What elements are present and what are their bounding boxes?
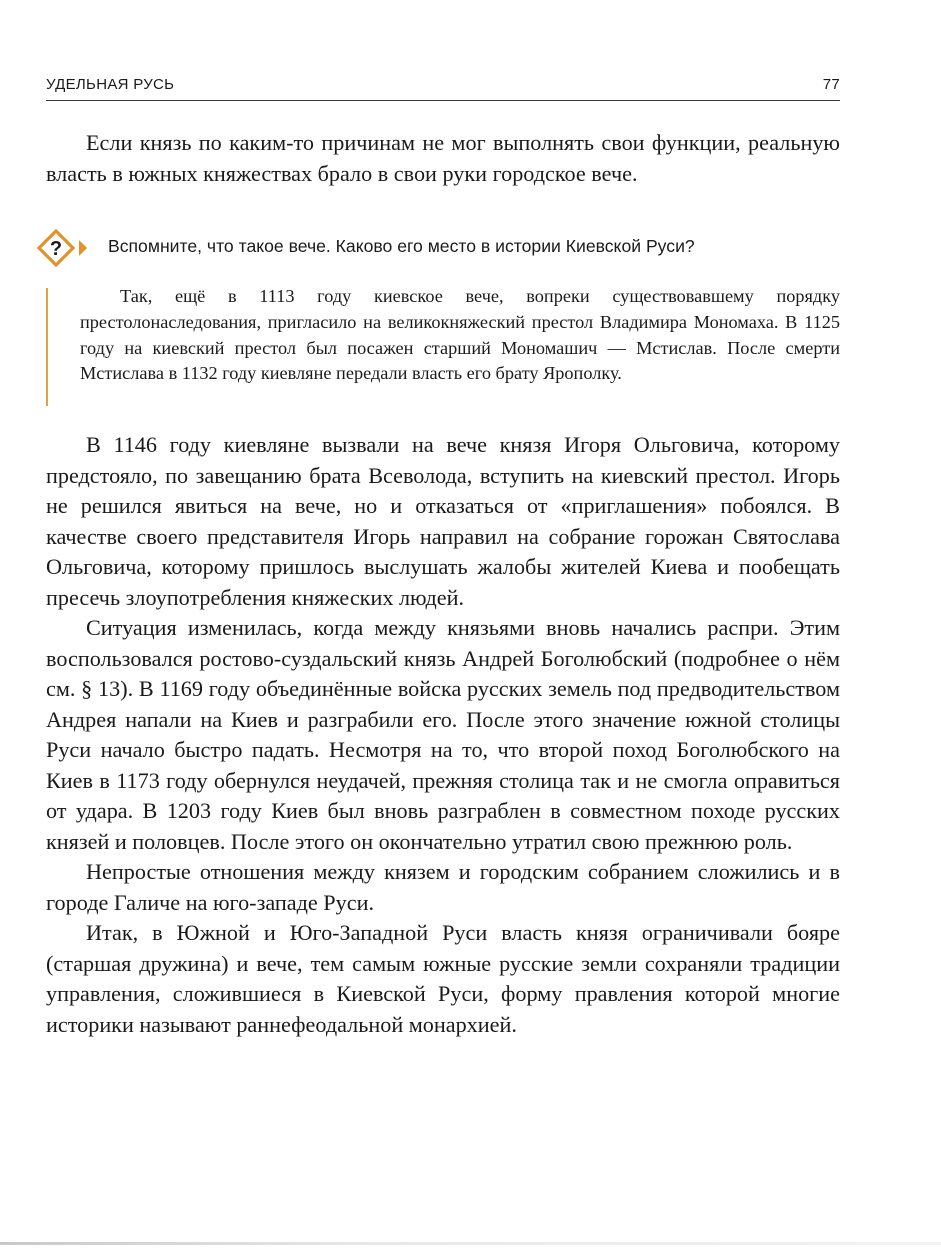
question-diamond-icon [36,228,92,268]
document-excerpt-block [46,284,840,414]
paragraph-1: В 1146 году киевляне вызвали на вече князя Игоря Ольговича, которому предстояло, по завещанию брата Всеволода, вступить на киевский престол. Игорь не решился явиться на вече, но и отказаться от «приглашения» побоялся. В качестве своего представителя Игорь направил на собрание горожан Святослава Ольговича, которому пришлось выслушать жалобы жителей Киева и пообещать пресечь злоупотребления княжеских людей. [46,432,840,610]
running-header [46,74,840,98]
excerpt-side-bar [46,288,48,406]
intro-block [46,128,840,189]
page-number: 77 [822,76,840,93]
main-text [46,430,840,1040]
paragraph-4: Итак, в Южной и Юго-Западной Руси власть князя ограничивали бояре (старшая дружина) и вече, тем самым южные русские земли сохраняли традиции управления, сложившиеся в Киевской Руси, форму правления которой многие историки называют раннефеодальной монархией. [46,920,840,1037]
excerpt-paragraph: Так, ещё в 1113 году киевское вече, вопреки существовавшему порядку престолонаследования, пригласило на великокняжеский престол Владимира Мономаха. В 1125 году на киевский престол был посажен старший Мономашич — Мстислав. После смерти Мстислава в 1132 году киевляне передали власть его брату Ярополку. [80,286,840,384]
document-excerpt [80,284,840,387]
paragraph-3: Непростые отношения между князем и городским собранием сложились и в городе Галиче на юго-западе Руси. [46,859,840,915]
paragraph-2: Ситуация изменилась, когда между князьями вновь начались распри. Этим воспользовался ростово-суздальский князь Андрей Боголюбский (подробнее о нём см. § 13). В 1169 году объединённые войска русских земель под предводительством Андрея напали на Киев и разграбили его. После этого значение южной столицы Руси начало быстро падать. Несмотря на то, что второй поход Боголюбского на Киев в 1173 году обернулся неудачей, прежняя столица так и не смогла оправиться от удара. В 1203 году Киев был вновь разграблен в совместном походе русских князей и половцев. После этого он окончательно утратил свою прежнюю роль. [46,615,840,854]
header-rule [46,100,840,101]
page-bottom-edge [0,1242,941,1245]
question-box [36,228,846,268]
svg-text:?: ? [49,238,63,260]
intro-paragraph: Если князь по каким-то причинам не мог выполнять свои функции, реальную власть в южных княжествах брало в свои руки городское вече. [46,130,840,186]
question-text: Вспомните, что такое вече. Каково его место в истории Киевской Руси? [108,236,695,256]
section-title: УДЕЛЬНАЯ РУСЬ [46,76,175,93]
